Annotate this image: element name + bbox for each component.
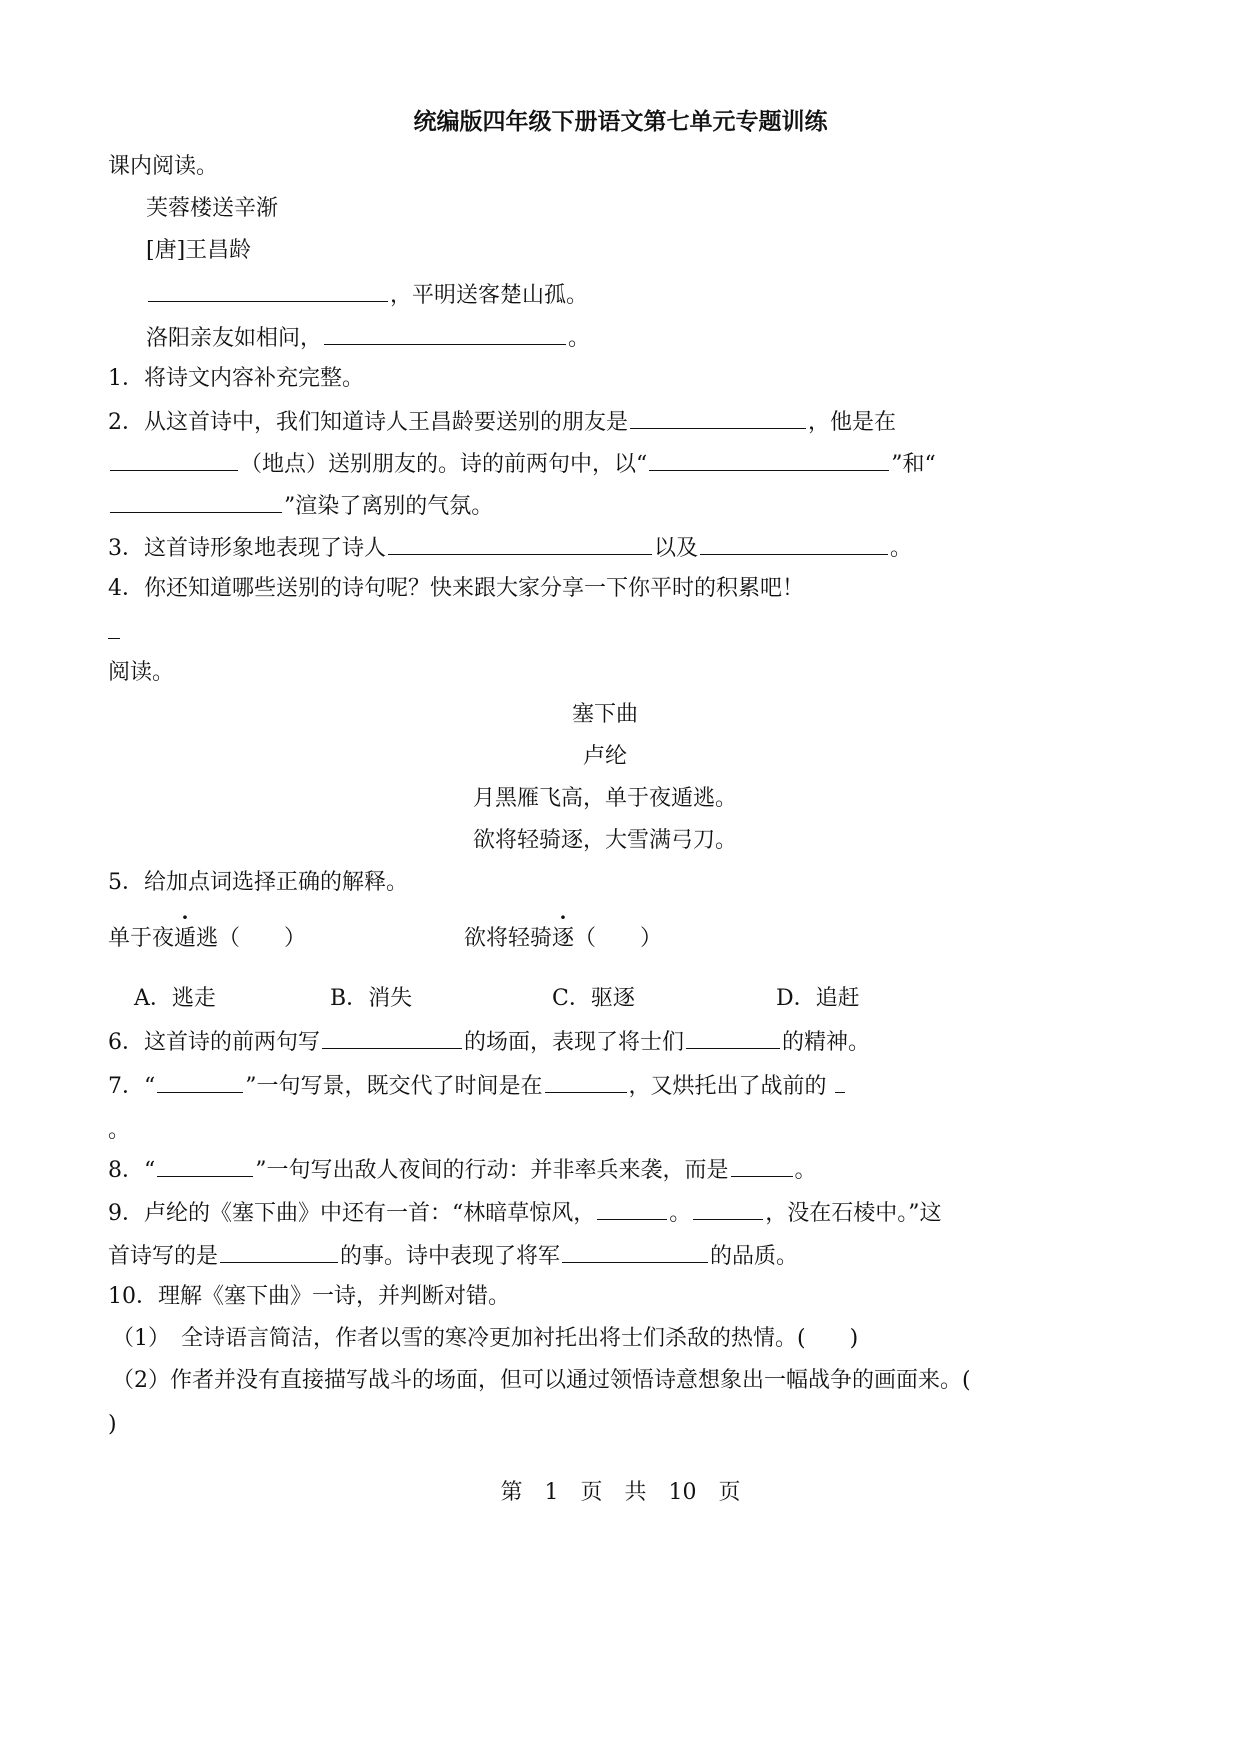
- answer-blank[interactable]: [148, 279, 388, 302]
- poem2-author: 卢纶: [582, 744, 627, 769]
- answer-blank[interactable]: [835, 1070, 845, 1093]
- question-5-item2: 欲将轻骑逐（ ）: [464, 924, 662, 954]
- answer-blank[interactable]: [110, 448, 238, 471]
- option-c[interactable]: C．驱逐: [552, 986, 635, 1011]
- question-5-item1: 单于夜遁逃（ ）: [108, 924, 306, 954]
- option-a[interactable]: A．逃走: [134, 986, 216, 1011]
- question-2-line1: 2．从这首诗中，我们知道诗人王昌龄要送别的朋友是 ，他是在: [108, 406, 896, 438]
- answer-blank[interactable]: [686, 1026, 780, 1049]
- poem1-author: [唐]王昌龄: [146, 238, 252, 263]
- question-7: 7．“ ”一句写景，既交代了时间是在 ，又烘托出了战前的: [108, 1070, 847, 1102]
- page-title: 统编版四年级下册语文第七单元专题训练: [413, 108, 828, 135]
- question-5: 5．给加点词选择正确的解释。: [108, 870, 408, 895]
- answer-blank[interactable]: [649, 448, 889, 471]
- answer-blank[interactable]: [545, 1070, 627, 1093]
- poem1-title: 芙蓉楼送辛渐: [146, 196, 279, 221]
- question-2-line3: ”渲染了离别的气氛。: [108, 490, 493, 522]
- answer-blank[interactable]: [324, 322, 566, 345]
- answer-blank[interactable]: [322, 1026, 462, 1049]
- question-10-statement-1: （1） 全诗语言简洁，作者以雪的寒冷更加衬托出将士们杀敌的热情。( ): [112, 1326, 859, 1351]
- answer-blank[interactable]: [108, 618, 120, 639]
- answer-blank[interactable]: [597, 1197, 667, 1220]
- question-1: 1．将诗文内容补充完整。: [108, 366, 364, 391]
- question-9-line1: 9．卢纶的《塞下曲》中还有一首：“林暗草惊风， 。 ，没在石棱中。”这: [108, 1197, 942, 1229]
- dotted-char: 逐: [552, 926, 575, 951]
- question-9-line2: 首诗写的是 的事。诗中表现了将军 的品质。: [108, 1240, 798, 1272]
- answer-blank[interactable]: [388, 532, 652, 555]
- question-10: 10．理解《塞下曲》一诗，并判断对错。: [108, 1284, 510, 1309]
- poem2-line1: 月黑雁飞高，单于夜遁逃。: [472, 786, 737, 811]
- question-4: 4．你还知道哪些送别的诗句呢？快来跟大家分享一下你平时的积累吧！: [108, 576, 804, 601]
- question-6: 6．这首诗的前两句写 的场面，表现了将士们 的精神。: [108, 1026, 870, 1058]
- answer-blank[interactable]: [220, 1240, 338, 1263]
- question-7-end: 。: [108, 1118, 131, 1143]
- dotted-char: 遁: [174, 926, 197, 951]
- option-d[interactable]: D．追赶: [776, 986, 860, 1011]
- question-10-statement-2-end: ): [108, 1412, 117, 1437]
- answer-blank[interactable]: [110, 490, 282, 513]
- poem2-title: 塞下曲: [571, 702, 638, 727]
- option-b[interactable]: B．消失: [330, 986, 413, 1011]
- answer-blank[interactable]: [693, 1197, 763, 1220]
- poem1-line2: 洛阳亲友如相问， 。: [146, 322, 590, 354]
- section2-heading: 阅读。: [108, 660, 175, 685]
- answer-blank[interactable]: [157, 1070, 243, 1093]
- answer-blank[interactable]: [731, 1154, 793, 1177]
- page-footer: 第 1 页 共 10 页: [500, 1480, 741, 1505]
- question-8: 8．“ ”一句写出敌人夜间的行动：并非率兵来袭，而是 。: [108, 1154, 817, 1186]
- poem2-line2: 欲将轻骑逐，大雪满弓刀。: [472, 828, 737, 853]
- answer-blank[interactable]: [700, 532, 888, 555]
- question-3: 3．这首诗形象地表现了诗人 以及 。: [108, 532, 912, 564]
- poem1-line1: ，平明送客楚山孤。: [146, 279, 588, 311]
- question-2-line2: （地点）送别朋友的。诗的前两句中，以“ ”和“: [108, 448, 936, 480]
- question-10-statement-2: （2）作者并没有直接描写战斗的场面，但可以通过领悟诗意想象出一幅战争的画面来。(: [112, 1368, 971, 1393]
- answer-blank[interactable]: [630, 406, 806, 429]
- answer-blank[interactable]: [157, 1154, 253, 1177]
- question-4-answer: [108, 618, 120, 648]
- section1-heading: 课内阅读。: [108, 154, 219, 179]
- answer-blank[interactable]: [562, 1240, 708, 1263]
